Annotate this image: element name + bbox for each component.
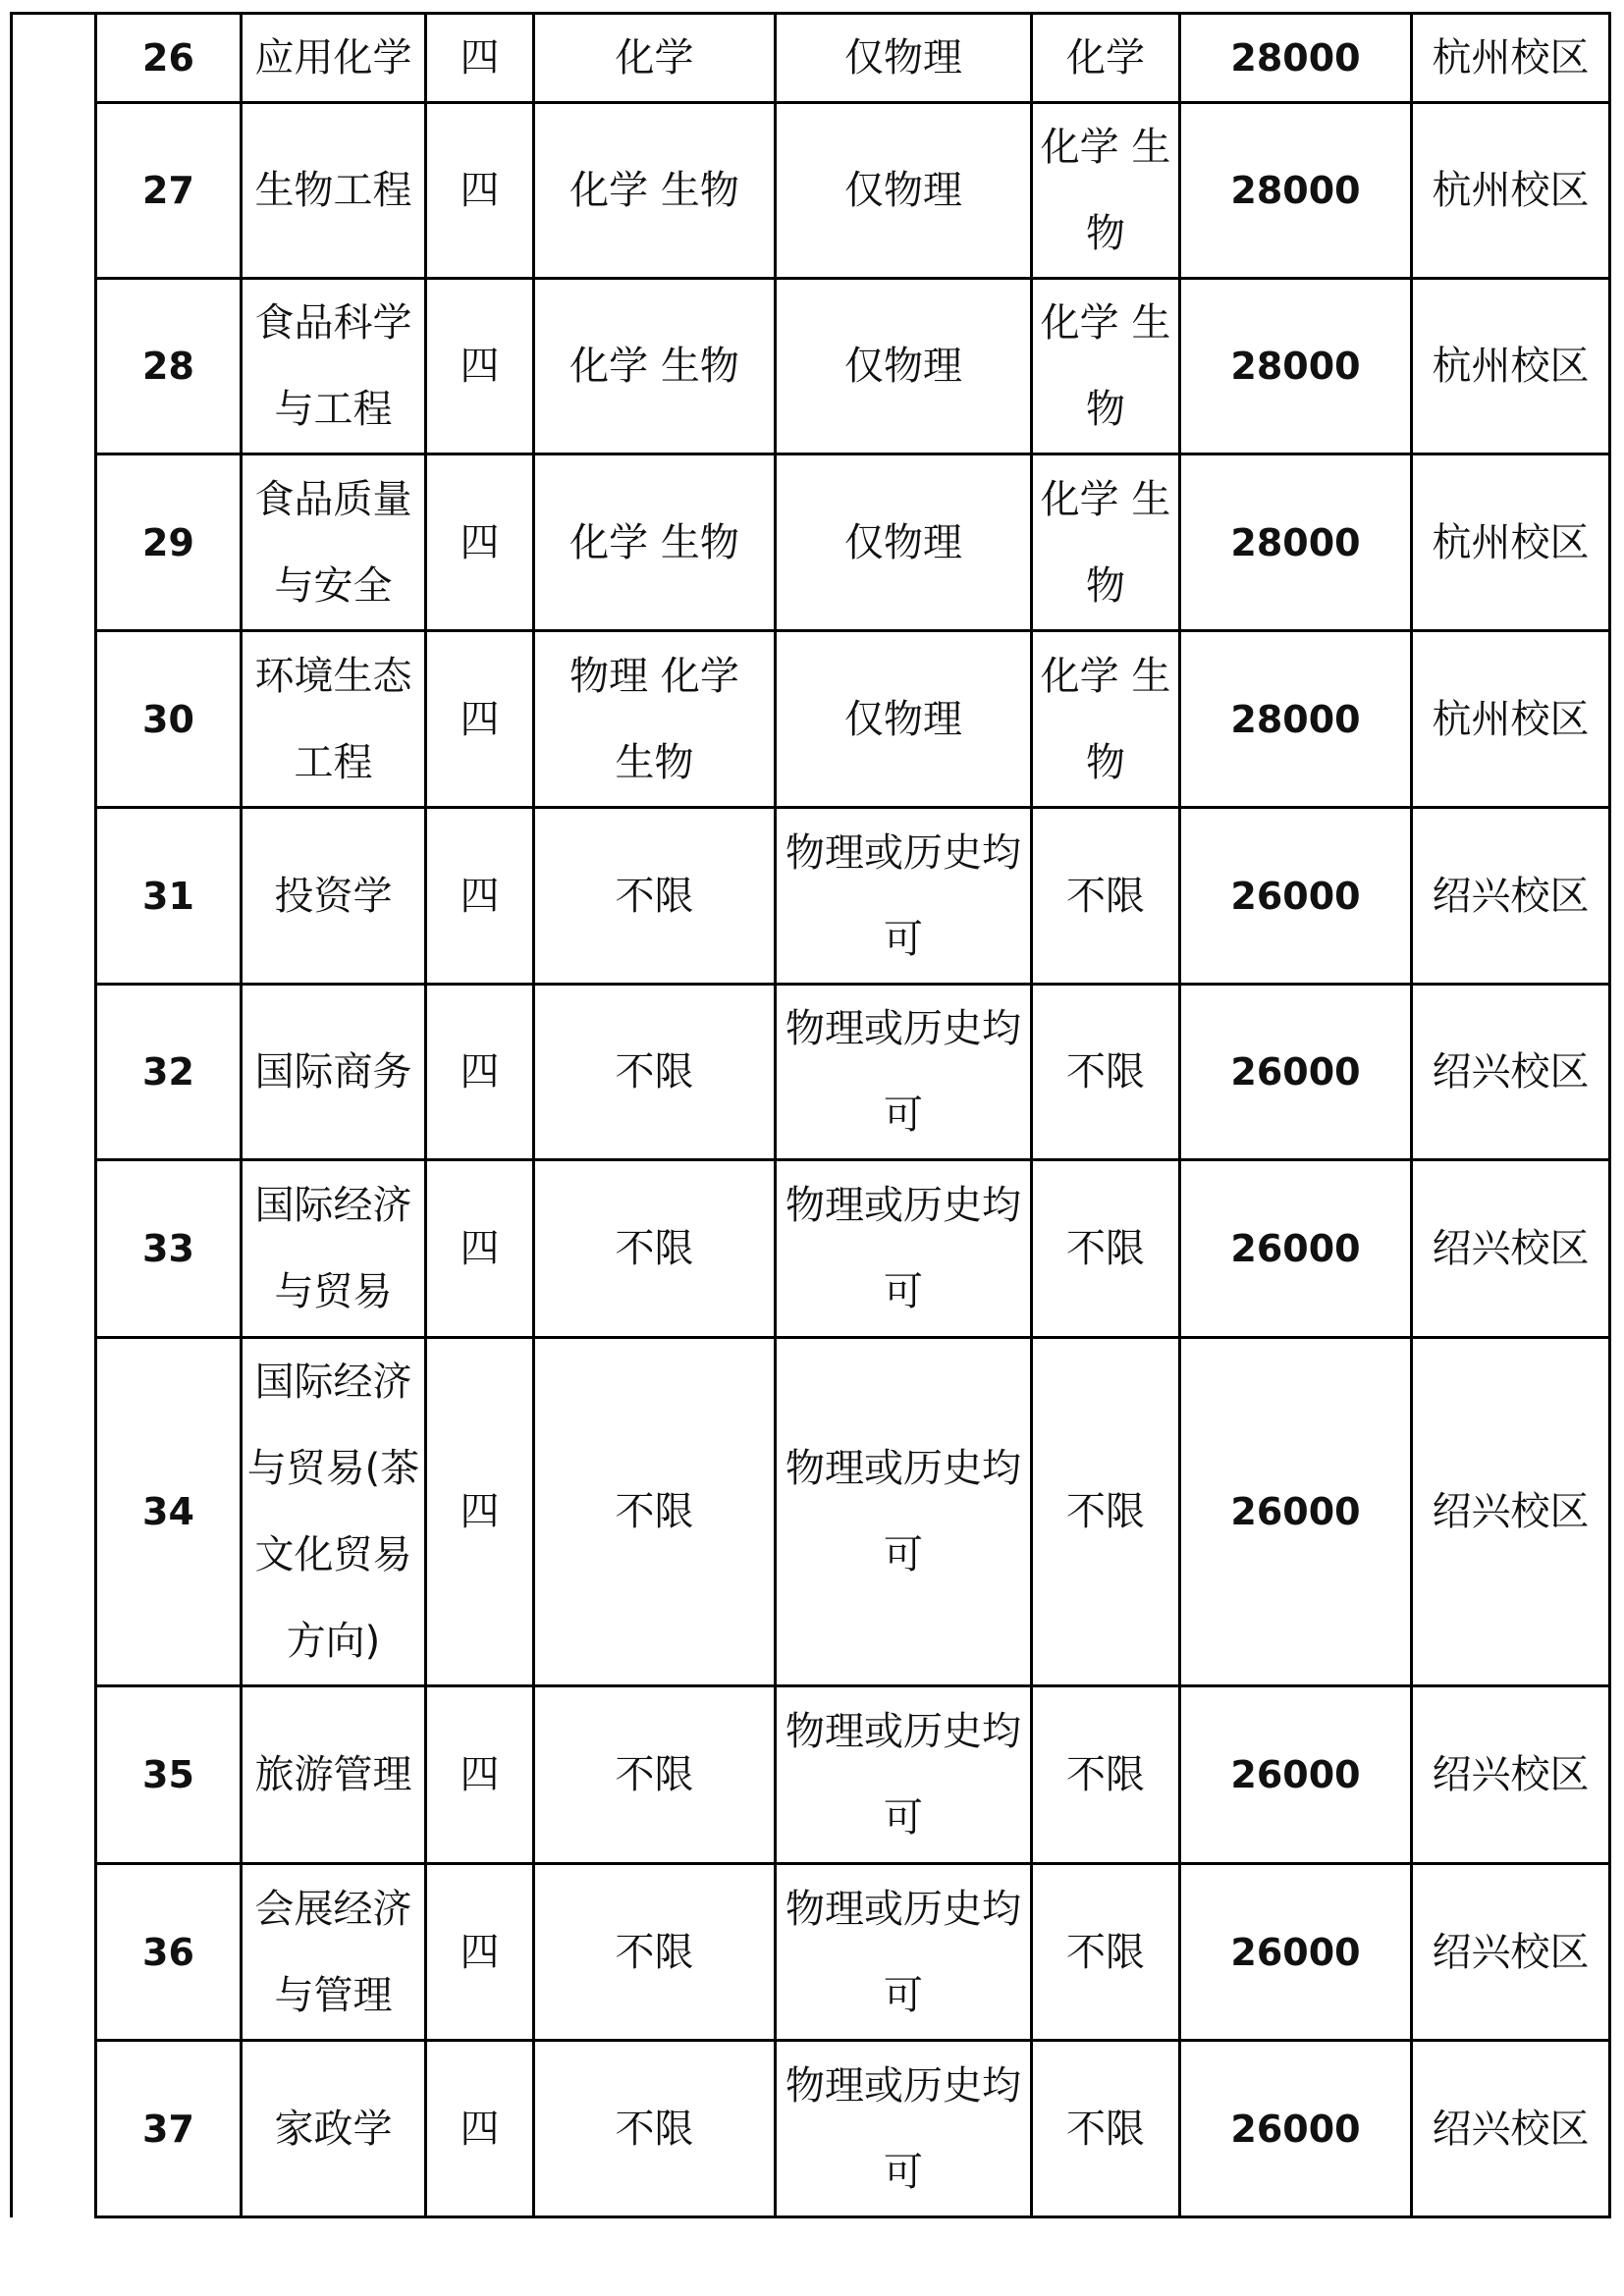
major-name-cell [242, 2041, 426, 2217]
major-name-cell-line: 与贸易 [274, 1269, 393, 1314]
required-subjects-cell [534, 1338, 776, 1686]
first-subject-cell-line: 物理或历史均 [785, 1183, 1021, 1228]
first-subject-cell-line: 可 [884, 1093, 923, 1138]
table-row [12, 14, 1610, 103]
required-subjects-cell-line: 不限 [615, 1489, 694, 1534]
second-subject-cell-line: 化学 生 [1040, 300, 1171, 346]
second-subject-cell-line: 化学 [1066, 35, 1145, 80]
first-subject-cell-line: 物理或历史均 [785, 1886, 1021, 1932]
first-subject-cell-line: 可 [884, 1795, 923, 1841]
major-name-cell-line: 与管理 [274, 1972, 393, 2018]
second-subject-cell [1032, 279, 1180, 454]
study-years-cell: 四 [426, 1686, 534, 1864]
major-name-cell-line: 国际经济 [254, 1360, 412, 1405]
row-number-cell: 30 [96, 631, 242, 808]
required-subjects-cell [534, 103, 776, 279]
second-subject-cell-line: 物 [1086, 211, 1125, 256]
row-number-cell: 29 [96, 454, 242, 631]
first-subject-cell-line: 仅物理 [844, 35, 962, 80]
major-name-cell-line: 应用化学 [254, 35, 412, 80]
tuition-fee-cell: 28000 [1180, 14, 1412, 103]
required-subjects-cell-line: 化学 [615, 35, 694, 80]
required-subjects-cell-line: 化学 生物 [569, 519, 739, 565]
tuition-fee-cell: 26000 [1180, 1864, 1412, 2041]
major-name-cell-line: 文化贸易 [254, 1532, 412, 1577]
tuition-fee-cell: 26000 [1180, 1160, 1412, 1338]
campus-cell: 杭州校区 [1412, 14, 1610, 103]
first-subject-cell-line: 物理或历史均 [785, 829, 1021, 876]
required-subjects-cell-line: 不限 [615, 873, 694, 919]
row-number-cell: 28 [96, 279, 242, 454]
row-number-cell: 32 [96, 985, 242, 1160]
second-subject-cell [1032, 985, 1180, 1160]
required-subjects-cell [534, 2041, 776, 2217]
major-name-cell [242, 808, 426, 985]
second-subject-cell [1032, 2041, 1180, 2217]
first-subject-cell-line: 物理或历史均 [785, 1006, 1021, 1051]
second-subject-cell-line: 化学 生 [1040, 476, 1171, 522]
campus-cell: 绍兴校区 [1412, 985, 1610, 1160]
first-subject-cell-line: 可 [884, 1972, 923, 2018]
first-subject-cell-line: 仅物理 [844, 519, 962, 565]
study-years-cell: 四 [426, 2041, 534, 2217]
second-subject-cell-line: 化学 生 [1040, 125, 1171, 170]
campus-cell: 杭州校区 [1412, 103, 1610, 279]
study-years-cell: 四 [426, 808, 534, 985]
row-number-cell: 34 [96, 1338, 242, 1686]
second-subject-cell-line: 不限 [1066, 1752, 1145, 1797]
second-subject-cell-line: 不限 [1066, 1929, 1145, 1975]
tuition-fee-cell: 28000 [1180, 631, 1412, 808]
first-subject-cell [776, 279, 1032, 454]
majors-table [10, 12, 1611, 2218]
second-subject-cell-line: 物 [1086, 739, 1125, 785]
major-name-cell-line: 家政学 [274, 2106, 393, 2152]
major-name-cell [242, 1338, 426, 1686]
first-subject-cell [776, 454, 1032, 631]
table-row [12, 1338, 1610, 1686]
row-number-cell: 37 [96, 2041, 242, 2217]
major-name-cell-line: 旅游管理 [254, 1752, 412, 1797]
major-name-cell [242, 279, 426, 454]
table-body [12, 14, 1610, 2217]
tuition-fee-cell: 26000 [1180, 1338, 1412, 1686]
first-subject-cell-line: 可 [884, 916, 923, 962]
row-number-cell: 27 [96, 103, 242, 279]
major-name-cell-line: 投资学 [274, 873, 393, 919]
table-row [12, 808, 1610, 985]
tuition-fee-cell: 26000 [1180, 808, 1412, 985]
second-subject-cell-line: 不限 [1066, 1049, 1145, 1095]
table-row [12, 279, 1610, 454]
major-name-cell [242, 1686, 426, 1864]
major-name-cell-line: 与贸易(茶 [246, 1446, 420, 1491]
required-subjects-cell-line: 不限 [615, 1049, 694, 1095]
major-name-cell [242, 103, 426, 279]
tuition-fee-cell: 26000 [1180, 1686, 1412, 1864]
major-name-cell-line: 与安全 [274, 562, 393, 609]
second-subject-cell [1032, 1160, 1180, 1338]
first-subject-cell [776, 14, 1032, 103]
required-subjects-cell [534, 985, 776, 1160]
major-name-cell-line: 生物工程 [254, 168, 412, 213]
required-subjects-cell [534, 631, 776, 808]
second-subject-cell-line: 不限 [1066, 2106, 1145, 2152]
category-cell [12, 14, 96, 2217]
required-subjects-cell-line: 不限 [615, 1752, 694, 1797]
first-subject-cell [776, 2041, 1032, 2217]
campus-cell: 绍兴校区 [1412, 1686, 1610, 1864]
row-number-cell: 26 [96, 14, 242, 103]
second-subject-cell-line: 化学 生 [1040, 653, 1171, 699]
table-row [12, 454, 1610, 631]
required-subjects-cell [534, 808, 776, 985]
tuition-fee-cell: 26000 [1180, 985, 1412, 1160]
table-row [12, 985, 1610, 1160]
campus-cell: 杭州校区 [1412, 279, 1610, 454]
study-years-cell: 四 [426, 14, 534, 103]
row-number-cell: 36 [96, 1864, 242, 2041]
tuition-fee-cell: 26000 [1180, 2041, 1412, 2217]
study-years-cell: 四 [426, 631, 534, 808]
first-subject-cell-line: 可 [884, 2149, 923, 2195]
major-name-cell-line: 与工程 [274, 387, 393, 432]
required-subjects-cell-line: 不限 [615, 2106, 694, 2152]
table-row [12, 2041, 1610, 2217]
major-name-cell-line: 环境生态 [254, 653, 412, 699]
table-row [12, 1160, 1610, 1338]
major-name-cell [242, 631, 426, 808]
required-subjects-cell-line: 不限 [615, 1226, 694, 1271]
second-subject-cell-line: 不限 [1066, 1226, 1145, 1271]
first-subject-cell [776, 631, 1032, 808]
first-subject-cell [776, 1160, 1032, 1338]
study-years-cell: 四 [426, 1338, 534, 1686]
campus-cell: 绍兴校区 [1412, 2041, 1610, 2217]
required-subjects-cell [534, 279, 776, 454]
row-number-cell: 35 [96, 1686, 242, 1864]
first-subject-cell [776, 1338, 1032, 1686]
second-subject-cell [1032, 103, 1180, 279]
study-years-cell: 四 [426, 103, 534, 279]
campus-cell: 绍兴校区 [1412, 1864, 1610, 2041]
study-years-cell: 四 [426, 279, 534, 454]
required-subjects-cell-line: 不限 [615, 1929, 694, 1975]
required-subjects-cell-line: 物理 化学 [569, 653, 739, 699]
first-subject-cell-line: 可 [884, 1532, 923, 1577]
second-subject-cell [1032, 1686, 1180, 1864]
major-name-cell-line: 方向) [286, 1619, 381, 1664]
first-subject-cell-line: 仅物理 [844, 168, 962, 213]
second-subject-cell-line: 物 [1086, 387, 1125, 432]
row-number-cell: 33 [96, 1160, 242, 1338]
major-name-cell-line: 国际经济 [254, 1183, 412, 1228]
major-name-cell [242, 14, 426, 103]
required-subjects-cell [534, 14, 776, 103]
required-subjects-cell [534, 1686, 776, 1864]
major-name-cell-line: 食品质量 [254, 476, 412, 522]
second-subject-cell-line: 物 [1086, 562, 1125, 609]
major-name-cell-line: 食品科学 [254, 300, 412, 346]
first-subject-cell-line: 物理或历史均 [785, 2062, 1021, 2109]
study-years-cell: 四 [426, 454, 534, 631]
required-subjects-cell-line: 生物 [615, 739, 694, 785]
first-subject-cell-line: 物理或历史均 [785, 1446, 1021, 1491]
campus-cell: 杭州校区 [1412, 631, 1610, 808]
required-subjects-cell [534, 1160, 776, 1338]
table-row [12, 1864, 1610, 2041]
campus-cell: 杭州校区 [1412, 454, 1610, 631]
second-subject-cell [1032, 808, 1180, 985]
major-name-cell [242, 454, 426, 631]
first-subject-cell [776, 808, 1032, 985]
major-name-cell [242, 1864, 426, 2041]
second-subject-cell [1032, 1864, 1180, 2041]
second-subject-cell [1032, 631, 1180, 808]
first-subject-cell-line: 可 [884, 1269, 923, 1314]
campus-cell: 绍兴校区 [1412, 1338, 1610, 1686]
first-subject-cell [776, 103, 1032, 279]
required-subjects-cell-line: 化学 生物 [569, 344, 739, 389]
first-subject-cell [776, 985, 1032, 1160]
tuition-fee-cell: 28000 [1180, 279, 1412, 454]
second-subject-cell-line: 不限 [1066, 1489, 1145, 1534]
row-number-cell: 31 [96, 808, 242, 985]
major-name-cell-line: 工程 [294, 739, 373, 785]
campus-cell: 绍兴校区 [1412, 1160, 1610, 1338]
campus-cell: 绍兴校区 [1412, 808, 1610, 985]
major-name-cell-line: 国际商务 [254, 1049, 412, 1095]
tuition-fee-cell: 28000 [1180, 454, 1412, 631]
major-name-cell [242, 985, 426, 1160]
required-subjects-cell [534, 1864, 776, 2041]
first-subject-cell-line: 仅物理 [844, 344, 962, 389]
study-years-cell: 四 [426, 1864, 534, 2041]
major-name-cell [242, 1160, 426, 1338]
required-subjects-cell [534, 454, 776, 631]
table-row [12, 1686, 1610, 1864]
second-subject-cell [1032, 1338, 1180, 1686]
tuition-fee-cell: 28000 [1180, 103, 1412, 279]
study-years-cell: 四 [426, 1160, 534, 1338]
second-subject-cell-line: 不限 [1066, 873, 1145, 919]
first-subject-cell-line: 仅物理 [844, 696, 962, 742]
second-subject-cell [1032, 454, 1180, 631]
table-row [12, 103, 1610, 279]
first-subject-cell [776, 1864, 1032, 2041]
required-subjects-cell-line: 化学 生物 [569, 168, 739, 213]
first-subject-cell [776, 1686, 1032, 1864]
study-years-cell: 四 [426, 985, 534, 1160]
second-subject-cell [1032, 14, 1180, 103]
first-subject-cell-line: 物理或历史均 [785, 1709, 1021, 1754]
table-row [12, 631, 1610, 808]
major-name-cell-line: 会展经济 [254, 1886, 412, 1932]
